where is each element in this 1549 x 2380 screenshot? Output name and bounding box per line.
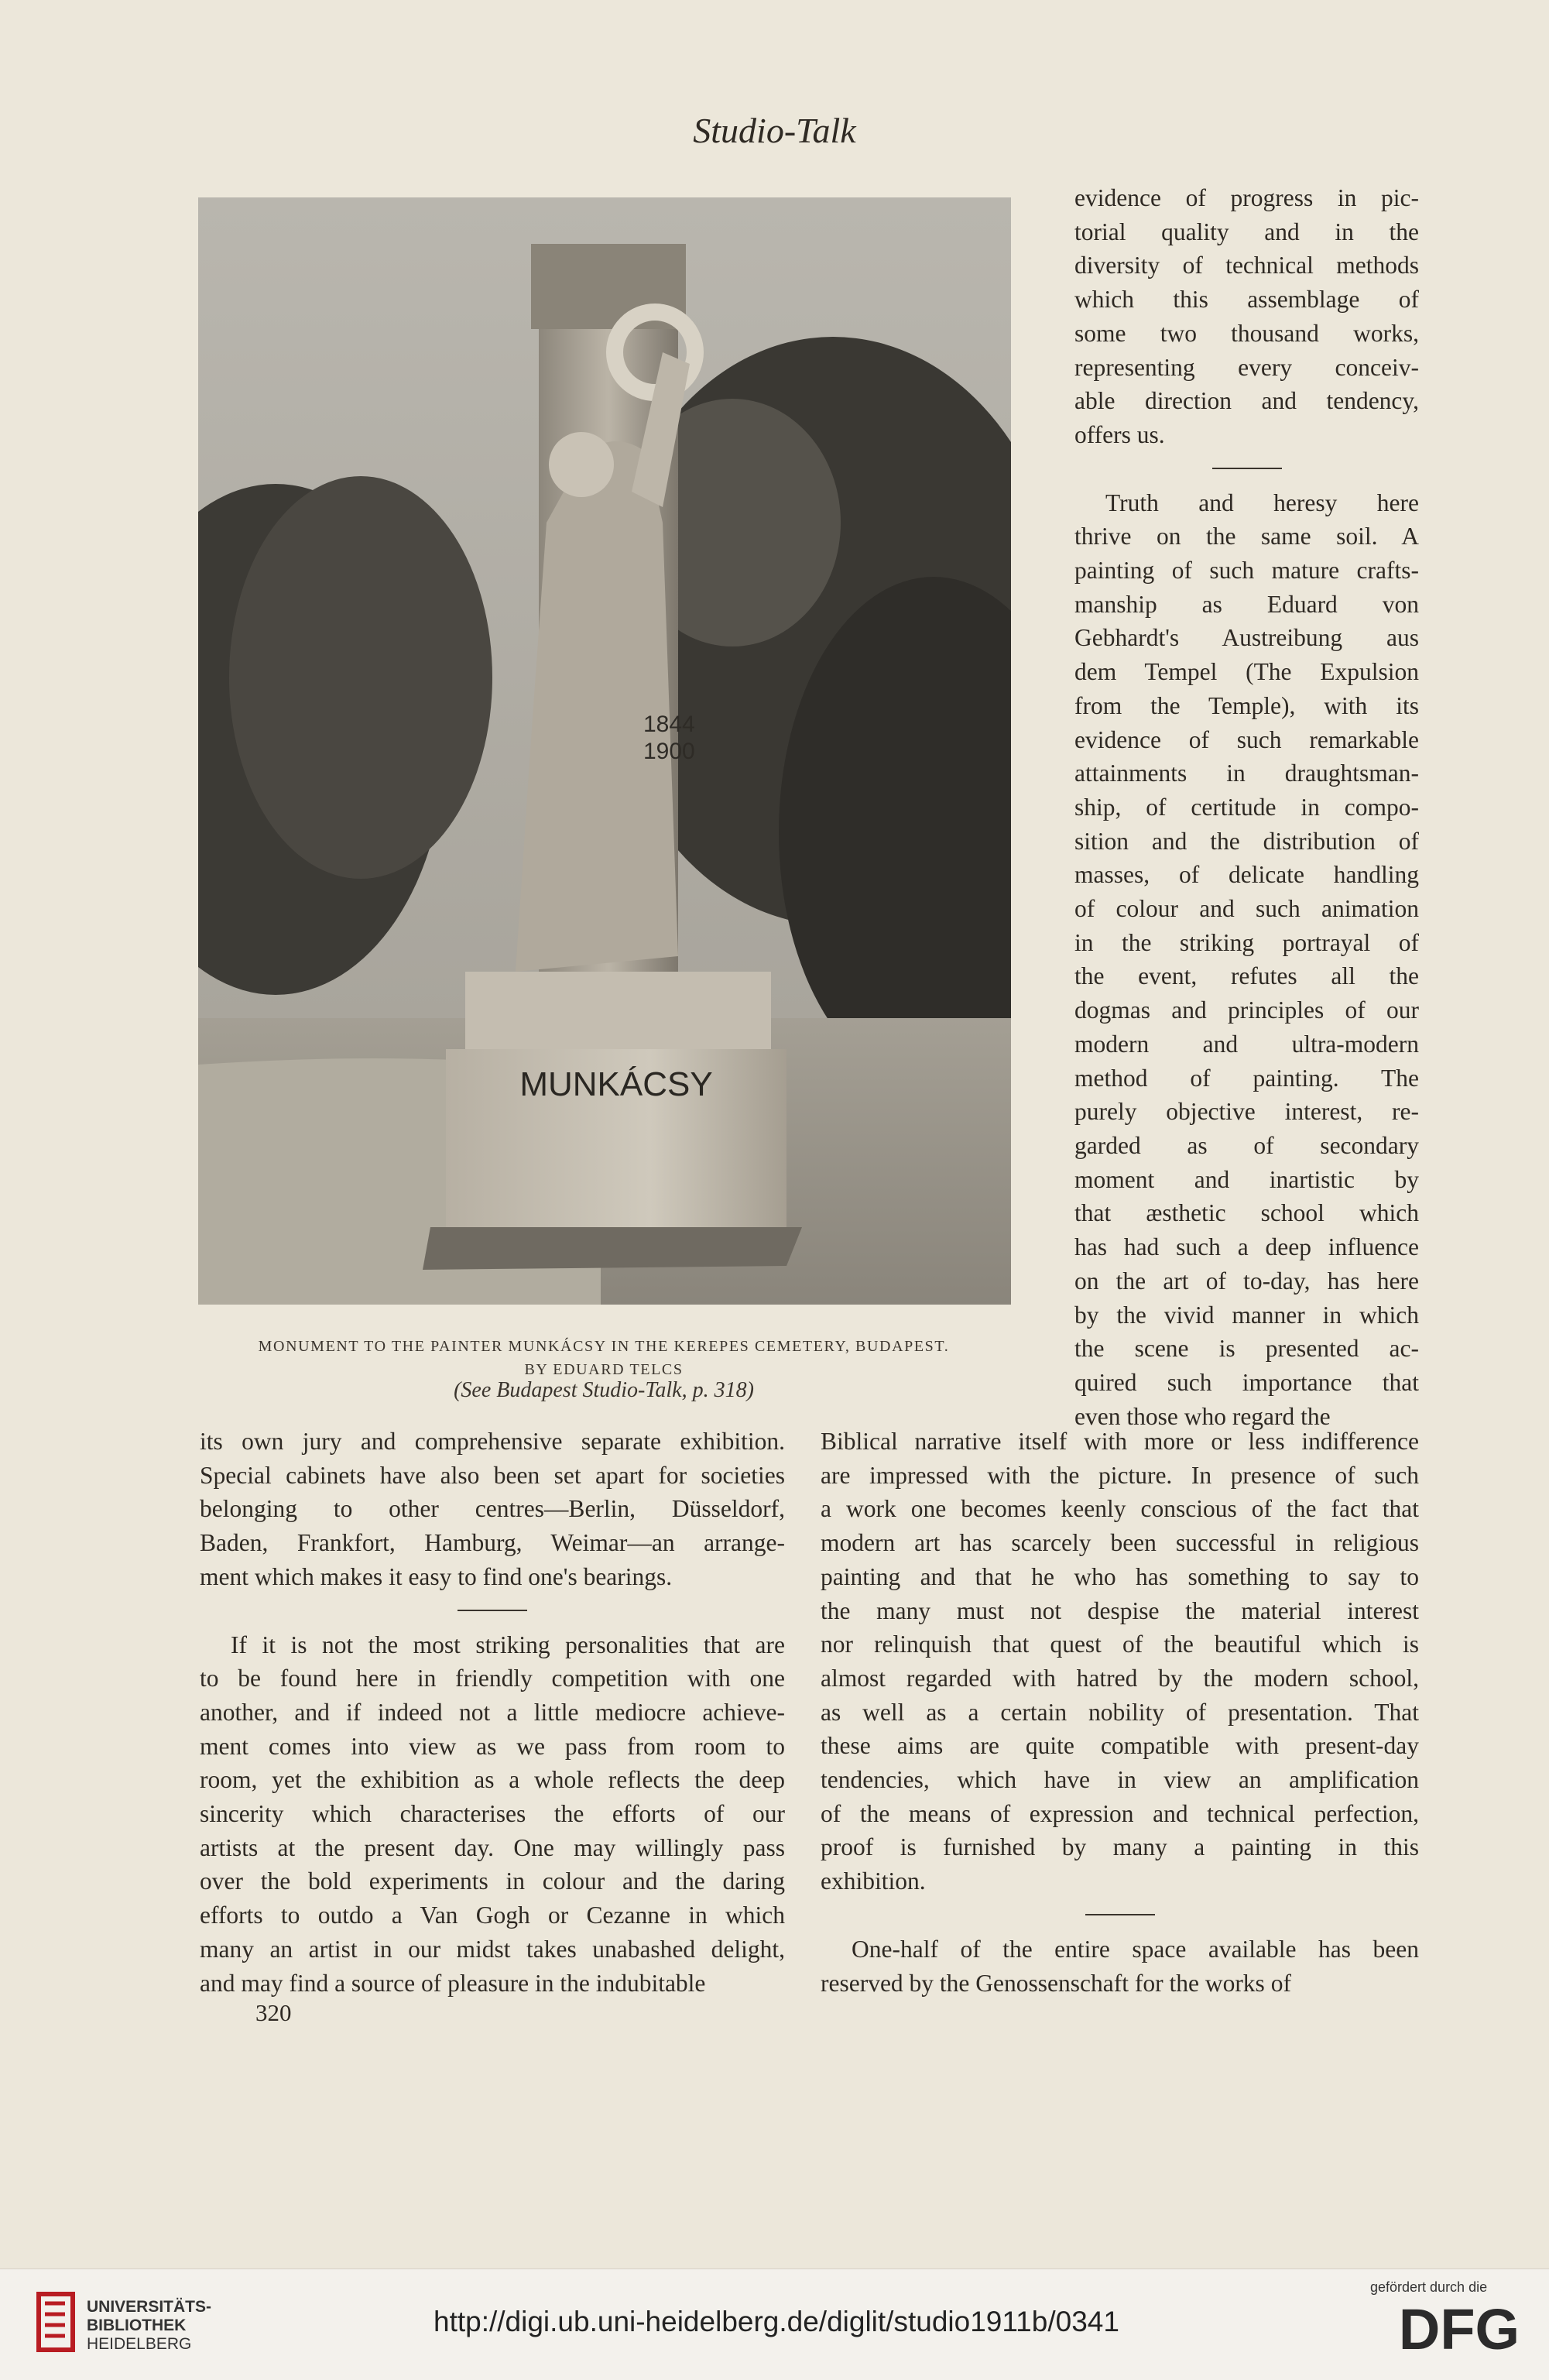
text-line: as well as a certain nobility of presentation. That (821, 1698, 1419, 1726)
caption-reference: (See Budapest Studio-Talk, p. 318) (454, 1378, 754, 1402)
caption-title: MONUMENT TO THE PAINTER MUNKÁCSY IN THE KEREPES CEMETERY, BUDAPEST. (258, 1338, 950, 1355)
text-line: reserved by the Genossenschaft for the works of (821, 1969, 1291, 1997)
text-line: dem Tempel (The Expulsion (1074, 658, 1419, 686)
text-line: the scene is presented ac- (1074, 1335, 1419, 1363)
library-name-line2: BIBLIOTHEK (87, 2317, 187, 2334)
text-line: that æsthetic school which (1074, 1199, 1419, 1227)
text-line: offers us. (1074, 420, 1165, 448)
library-logo-icon (34, 2288, 81, 2356)
text-line: proof is furnished by many a painting in this (821, 1833, 1419, 1861)
text-line: some two thousand works, (1074, 319, 1419, 347)
text-line: ship, of certitude in compo- (1074, 793, 1419, 821)
text-line: on the art of to-day, has here (1074, 1267, 1419, 1295)
text-line: Special cabinets have also been set apart for societies (200, 1461, 785, 1489)
text-line: tendencies, which have in view an amplification (821, 1766, 1419, 1794)
text-line: its own jury and comprehensive separate exhibition. (200, 1428, 785, 1455)
running-head: Studio-Talk (693, 111, 856, 150)
text-line: to be found here in friendly competition with one (200, 1665, 785, 1692)
text-line: method of painting. The (1074, 1064, 1419, 1092)
permalink-url[interactable]: http://digi.ub.uni-heidelberg.de/diglit/studio1911b/0341 (434, 2306, 1119, 2337)
text-line: over the bold experiments in colour and the daring (200, 1867, 785, 1895)
text-line: which this assemblage of (1074, 286, 1419, 314)
text-line: One-half of the entire space available has been (852, 1935, 1419, 1963)
text-line: attainments in draughtsman- (1074, 760, 1419, 787)
death-year-inscription: 1900 (643, 739, 695, 764)
text-line: nor relinquish that quest of the beautiful which is (821, 1631, 1419, 1658)
text-line: garded as of secondary (1074, 1131, 1419, 1159)
text-line: even those who regard the (1074, 1402, 1331, 1430)
left-text-column (200, 1425, 785, 2000)
pedestal-inscription: MUNKÁCSY (519, 1065, 713, 1103)
text-line: painting of such mature crafts- (1074, 557, 1419, 585)
text-line: artists at the present day. One may willingly pass (200, 1833, 785, 1861)
text-line: and may find a source of pleasure in the indubitable (200, 1969, 706, 1997)
text-line: If it is not the most striking personalities that are (231, 1631, 785, 1658)
text-line: the many must not despise the material interest (821, 1596, 1419, 1624)
sponsor-label: gefördert durch die (1370, 2279, 1488, 2295)
text-line: dogmas and principles of our (1074, 996, 1419, 1024)
text-line: painting and that he who has something to say to (821, 1562, 1419, 1590)
birth-year-inscription: 1844 (643, 712, 695, 737)
library-name (87, 2298, 211, 2354)
text-line: a work one becomes keenly conscious of the fact that (821, 1495, 1419, 1523)
right-text-column (821, 1425, 1419, 2000)
text-line: of the means of expression and technical perfection, (821, 1799, 1419, 1827)
library-name-line1: UNIVERSITÄTS- (87, 2298, 212, 2316)
text-line: evidence of progress in pic- (1074, 184, 1419, 211)
text-line: thrive on the same soil. A (1074, 523, 1419, 550)
monument-photo-illustration (198, 197, 1011, 1305)
text-line: exhibition. (821, 1867, 926, 1895)
text-line: these aims are quite compatible with present-day (821, 1732, 1419, 1760)
text-line: in the striking portrayal of (1074, 928, 1419, 956)
library-name-line3: HEIDELBERG (87, 2335, 192, 2353)
text-line: manship as Eduard von (1074, 590, 1419, 618)
text-line: almost regarded with hatred by the modern school, (821, 1664, 1419, 1692)
text-line: many an artist in our midst takes unabashed delight, (200, 1935, 785, 1963)
text-line: ment comes into view as we pass from room to (200, 1732, 785, 1760)
text-line: able direction and tendency, (1074, 387, 1419, 415)
dfg-logo-text: DFG (1398, 2297, 1520, 2358)
text-line: diversity of technical methods (1074, 252, 1419, 279)
text-line: the event, refutes all the (1074, 962, 1419, 990)
text-line: sincerity which characterises the efforts of our (200, 1800, 785, 1828)
monument-photograph (198, 197, 1011, 1305)
text-line: Baden, Frankfort, Hamburg, Weimar—an arrange- (200, 1529, 785, 1557)
text-line: are impressed with the picture. In presence of such (821, 1461, 1419, 1489)
text-line: torial quality and in the (1074, 218, 1419, 245)
page-number: 320 (255, 1999, 292, 2026)
text-line: Truth and heresy here (1105, 489, 1419, 516)
text-line: efforts to outdo a Van Gogh or Cezanne in which (200, 1902, 785, 1929)
text-line: masses, of delicate handling (1074, 861, 1419, 889)
text-line: evidence of such remarkable (1074, 725, 1419, 753)
text-line: by the vivid manner in which (1074, 1301, 1419, 1329)
section-divider (1212, 468, 1282, 469)
text-line: has had such a deep influence (1074, 1233, 1419, 1261)
text-line: of colour and such animation (1074, 895, 1419, 923)
text-line: quired such importance that (1074, 1368, 1419, 1396)
text-line: modern art has scarcely been successful in religious (821, 1529, 1419, 1557)
narrow-text-column (1074, 181, 1419, 1433)
text-line: purely objective interest, re- (1074, 1098, 1419, 1126)
text-line: moment and inartistic by (1074, 1165, 1419, 1193)
text-line: Gebhardt's Austreibung aus (1074, 624, 1419, 652)
text-line: modern and ultra-modern (1074, 1030, 1419, 1058)
text-line: ment which makes it easy to find one's bearings. (200, 1562, 673, 1590)
section-divider (458, 1610, 527, 1611)
section-divider (1085, 1914, 1155, 1915)
dfg-logo-icon (1397, 2293, 1521, 2358)
text-line: another, and if indeed not a little mediocre achieve- (200, 1698, 785, 1726)
text-line: room, yet the exhibition as a whole reflects the deep (200, 1766, 785, 1794)
text-line: belonging to other centres—Berlin, Düsseldorf, (200, 1495, 785, 1523)
text-line: Biblical narrative itself with more or less indifference (821, 1428, 1419, 1455)
text-line: from the Temple), with its (1074, 691, 1419, 719)
caption-artist: BY EDUARD TELCS (524, 1361, 684, 1378)
text-line: sition and the distribution of (1074, 827, 1419, 855)
text-line: representing every conceiv- (1074, 353, 1419, 381)
